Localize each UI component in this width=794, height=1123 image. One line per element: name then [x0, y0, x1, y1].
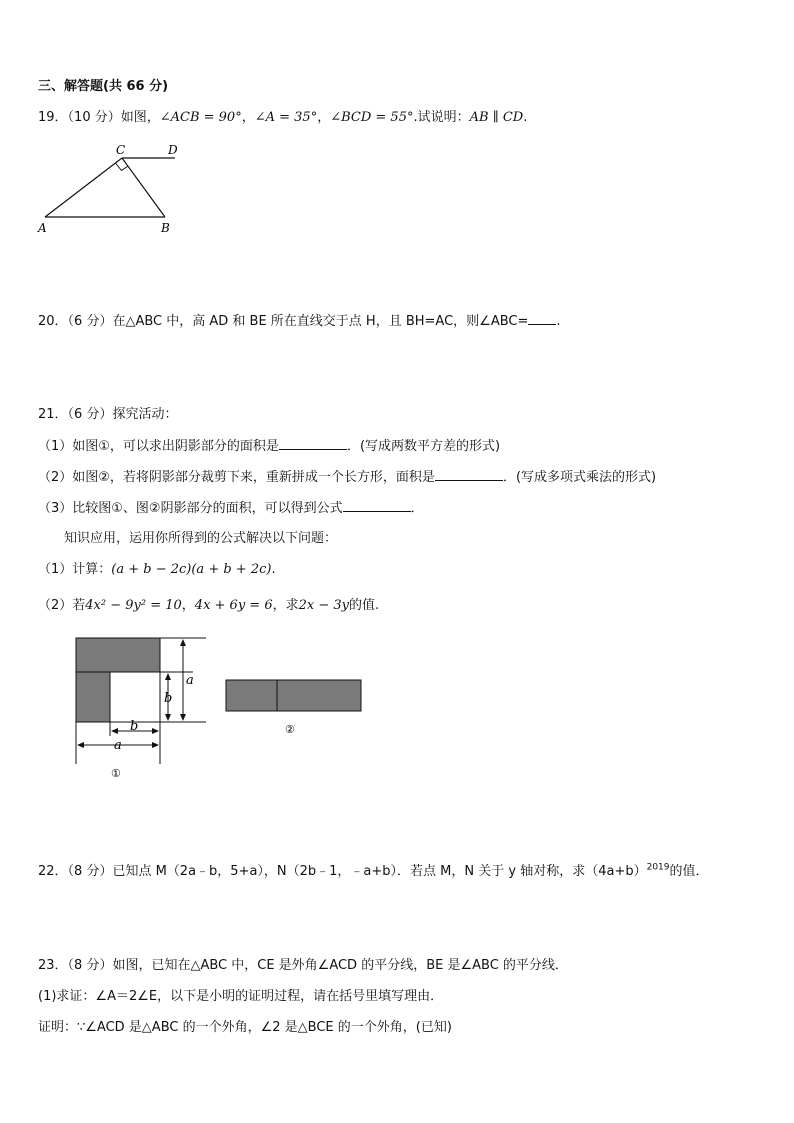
q21-app-1 [38, 561, 276, 579]
q21-a1-expr: (a + b − 2c)(a + b + 2c) [111, 562, 272, 577]
q21-part3 [38, 499, 424, 518]
q19-angle-acb: ∠ACB = 90° [159, 110, 242, 125]
q21-part1 [38, 437, 500, 456]
q19-angle-a: ∠A = 35° [254, 110, 318, 125]
q23-line-1: 23．（8 分）如图，已知在△ABC 中，CE 是外角∠ACD 的平分线，BE 是∠ABC 的平分线． [38, 958, 568, 973]
q20-end: . [556, 314, 561, 329]
fig1-label-b-bottom: b [130, 719, 139, 734]
q21-p3-after: ． [410, 501, 424, 516]
q23-line-3: 证明：∵∠ACD 是△ABC 的一个外角，∠2 是△BCE 的一个外角，(已知) [38, 1020, 452, 1035]
q21-a1-prefix: （1）计算： [38, 562, 112, 577]
q21-p3-blank [343, 499, 411, 512]
q19-sep2: ， [317, 110, 331, 125]
q21-a2-sep: ， [181, 598, 195, 613]
fig1-label-a-right: a [186, 673, 194, 688]
q21-p2-after: ．(写成多项式乘法的形式) [502, 470, 657, 485]
q21-p1-after: ．(写成两数平方差的形式) [346, 439, 501, 454]
q19-label-a: A [38, 221, 47, 235]
q20-answer-blank [528, 312, 556, 325]
inner-square [110, 672, 160, 722]
fig1-label-a-bottom: a [114, 738, 122, 753]
q21-p2-before: （2）如图②，若将阴影部分裁剪下来，重新拼成一个长方形，面积是 [38, 470, 435, 485]
shaded-left-rect [76, 672, 110, 722]
q21-intro: 21．（6 分）探究活动： [38, 407, 178, 422]
q19-angle-bcd: ∠BCD = 55° [330, 110, 414, 125]
section-title: 三、解答题(共 66 分) [38, 79, 169, 94]
question-19 [38, 109, 527, 127]
q21-a2-end: 的值. [349, 598, 380, 613]
q19-label-c: C [116, 143, 126, 157]
q22-text: 22．（8 分）已知点 M（2a﹣b，5+a），N（2b﹣1，﹣a+b）．若点 M，N 关于 y 轴对称，求（4a+b） [38, 864, 647, 879]
q21-p1-before: （1）如图①，可以求出阴影部分的面积是 [38, 439, 279, 454]
q19-prefix: 19．（10 分）如图， [38, 110, 160, 125]
question-20 [38, 312, 561, 331]
q23-line-2: (1)求证：∠A＝2∠E，以下是小明的证明过程，请在括号里填写理由． [38, 989, 444, 1004]
q21-a2-ask: ，求 [272, 598, 299, 613]
q21-figure-1 [68, 630, 218, 780]
q21-a2-prefix: （2）若 [38, 598, 86, 613]
q19-ask: .试说明： [413, 110, 470, 125]
q19-end: . [523, 110, 528, 125]
q21-app-2 [38, 597, 379, 615]
q21-a2-eq2: 4x + 6y = 6 [194, 598, 273, 613]
fig1-label-b-right: b [164, 691, 173, 706]
q21-figure-2 [222, 676, 368, 742]
q21-part2 [38, 468, 656, 487]
q21-p3-before: （3）比较图①、图②阴影部分的面积，可以得到公式 [38, 501, 343, 516]
question-22 [38, 863, 709, 881]
q19-sep1: ， [241, 110, 255, 125]
q20-text: 20．（6 分）在△ABC 中，高 AD 和 BE 所在直线交于点 H，且 BH=AC，则∠ABC= [38, 314, 529, 329]
q21-a2-eq1: 4x² − 9y² = 10 [85, 598, 182, 613]
q22-exponent: 2019 [646, 862, 670, 873]
q19-figure [30, 140, 190, 240]
fig2-caption: ② [285, 723, 295, 736]
fig1-caption: ① [111, 767, 121, 780]
fig2-rectangle [226, 680, 361, 711]
q19-label-b: B [161, 221, 170, 235]
q19-conclusion: AB ∥ CD [469, 110, 524, 125]
shaded-top-rect [76, 638, 160, 672]
q21-a2-expr: 2x − 3y [298, 598, 349, 613]
q21-a1-end: . [271, 562, 276, 577]
q21-application: 知识应用，运用你所得到的公式解决以下问题： [64, 531, 338, 546]
q21-p2-blank [435, 468, 503, 481]
q19-label-d: D [168, 143, 178, 157]
q21-p1-blank [279, 437, 347, 450]
q22-end: 的值． [669, 864, 709, 879]
